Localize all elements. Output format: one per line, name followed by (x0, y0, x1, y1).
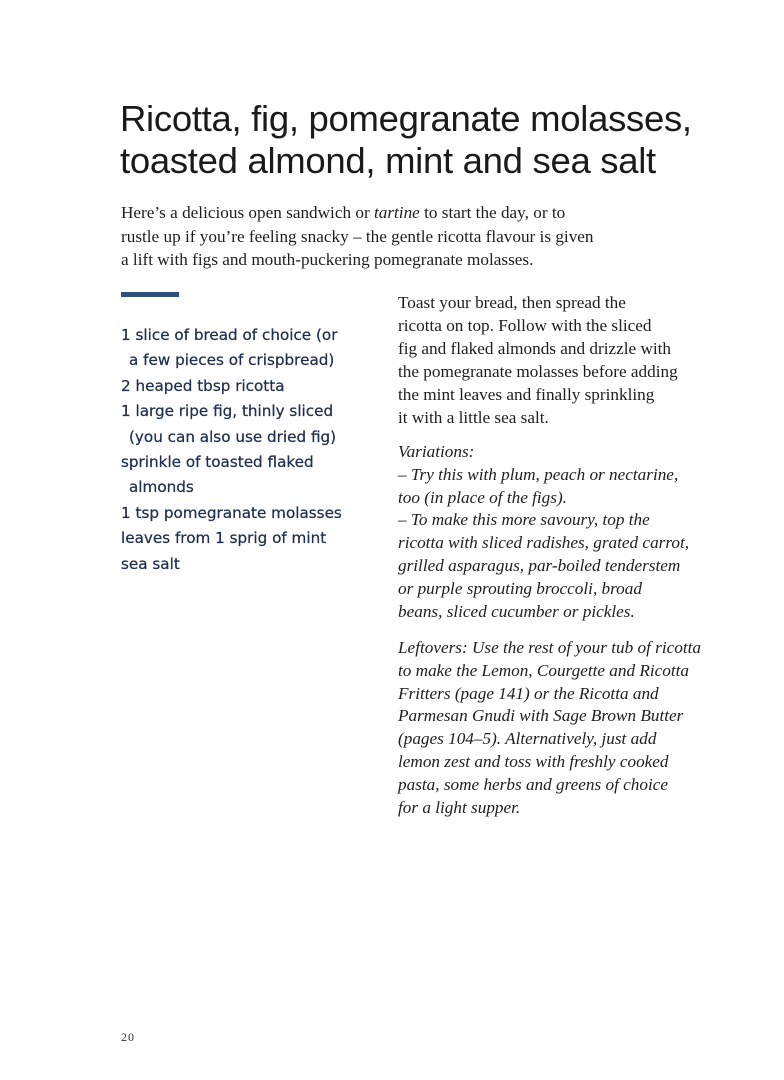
method-line: ricotta on top. Follow with the sliced (398, 316, 652, 335)
leftovers-line: pasta, some herbs and greens of choice (398, 774, 669, 794)
method-line: Toast your bread, then spread the (398, 293, 626, 312)
variations-line: beans, sliced cucumber or pickles. (398, 601, 635, 621)
method-line: it with a little sea salt. (398, 408, 549, 427)
method-line: fig and flaked almonds and drizzle with (398, 339, 672, 358)
variations-line: ricotta with sliced radishes, grated carrot, (398, 533, 690, 553)
variations-line: – Try this with plum, peach or nectarine, (398, 464, 679, 484)
intro-text: to start the day, or to (419, 203, 566, 222)
ingredient-line: (you can also use dried fig) (129, 427, 337, 446)
leftovers-section (398, 637, 738, 819)
ingredients-list (121, 323, 371, 577)
leftovers-line: (pages 104–5). Alternatively, just add (398, 729, 657, 749)
ingredient-line: 2 heaped tbsp ricotta (121, 376, 285, 395)
leftovers-line: to make the Lemon, Courgette and Ricotta (398, 660, 690, 680)
variations-section (398, 441, 738, 623)
ingredient-line: 1 slice of bread of choice (or (121, 326, 338, 344)
method-line: the pomegranate molasses before adding (398, 362, 678, 381)
intro-emphasis: tartine (373, 203, 420, 222)
variations-line: grilled asparagus, par-boiled tenderstem (398, 555, 681, 575)
ingredient-line: almonds (129, 478, 194, 497)
recipe-title-line: toasted almond, mint and sea salt (120, 140, 656, 181)
variations-heading: Variations: (398, 442, 475, 461)
intro-line (121, 201, 681, 225)
intro-text: Here’s a delicious open sandwich or (121, 203, 374, 222)
recipe-title (120, 98, 740, 182)
leftovers-line: Leftovers: Use the rest of your tub of ricotta (398, 638, 701, 657)
accent-rule (121, 292, 179, 297)
ingredient-line: sprinkle of toasted flaked (121, 453, 314, 472)
ingredient-line: 1 tsp pomegranate molasses (121, 503, 342, 522)
leftovers-line: lemon zest and toss with freshly cooked (398, 751, 669, 771)
ingredient-line: a few pieces of crispbread) (129, 351, 335, 370)
variations-line: – To make this more savoury, top the (398, 510, 650, 530)
leftovers-line: for a light supper. (398, 797, 521, 817)
ingredient-line: leaves from 1 sprig of mint (121, 529, 327, 548)
variations-line: too (in place of the figs). (398, 487, 567, 507)
ingredient-line: sea salt (121, 554, 180, 573)
page-number: 20 (121, 1030, 135, 1044)
intro-line: rustle up if you’re feeling snacky – the gentle ricotta flavour is given (121, 226, 594, 246)
intro-line: a lift with figs and mouth-puckering pomegranate molasses. (121, 250, 534, 269)
variations-line: or purple sprouting broccoli, broad (398, 578, 642, 598)
recipe-intro (121, 201, 681, 272)
ingredient-line: 1 large ripe fig, thinly sliced (121, 402, 334, 421)
leftovers-line: Fritters (page 141) or the Ricotta and (398, 683, 659, 703)
leftovers-line: Parmesan Gnudi with Sage Brown Butter (398, 706, 684, 726)
recipe-title-line: Ricotta, fig, pomegranate molasses, (120, 98, 692, 139)
method-line: the mint leaves and finally sprinkling (398, 385, 655, 404)
method-text (398, 291, 738, 429)
